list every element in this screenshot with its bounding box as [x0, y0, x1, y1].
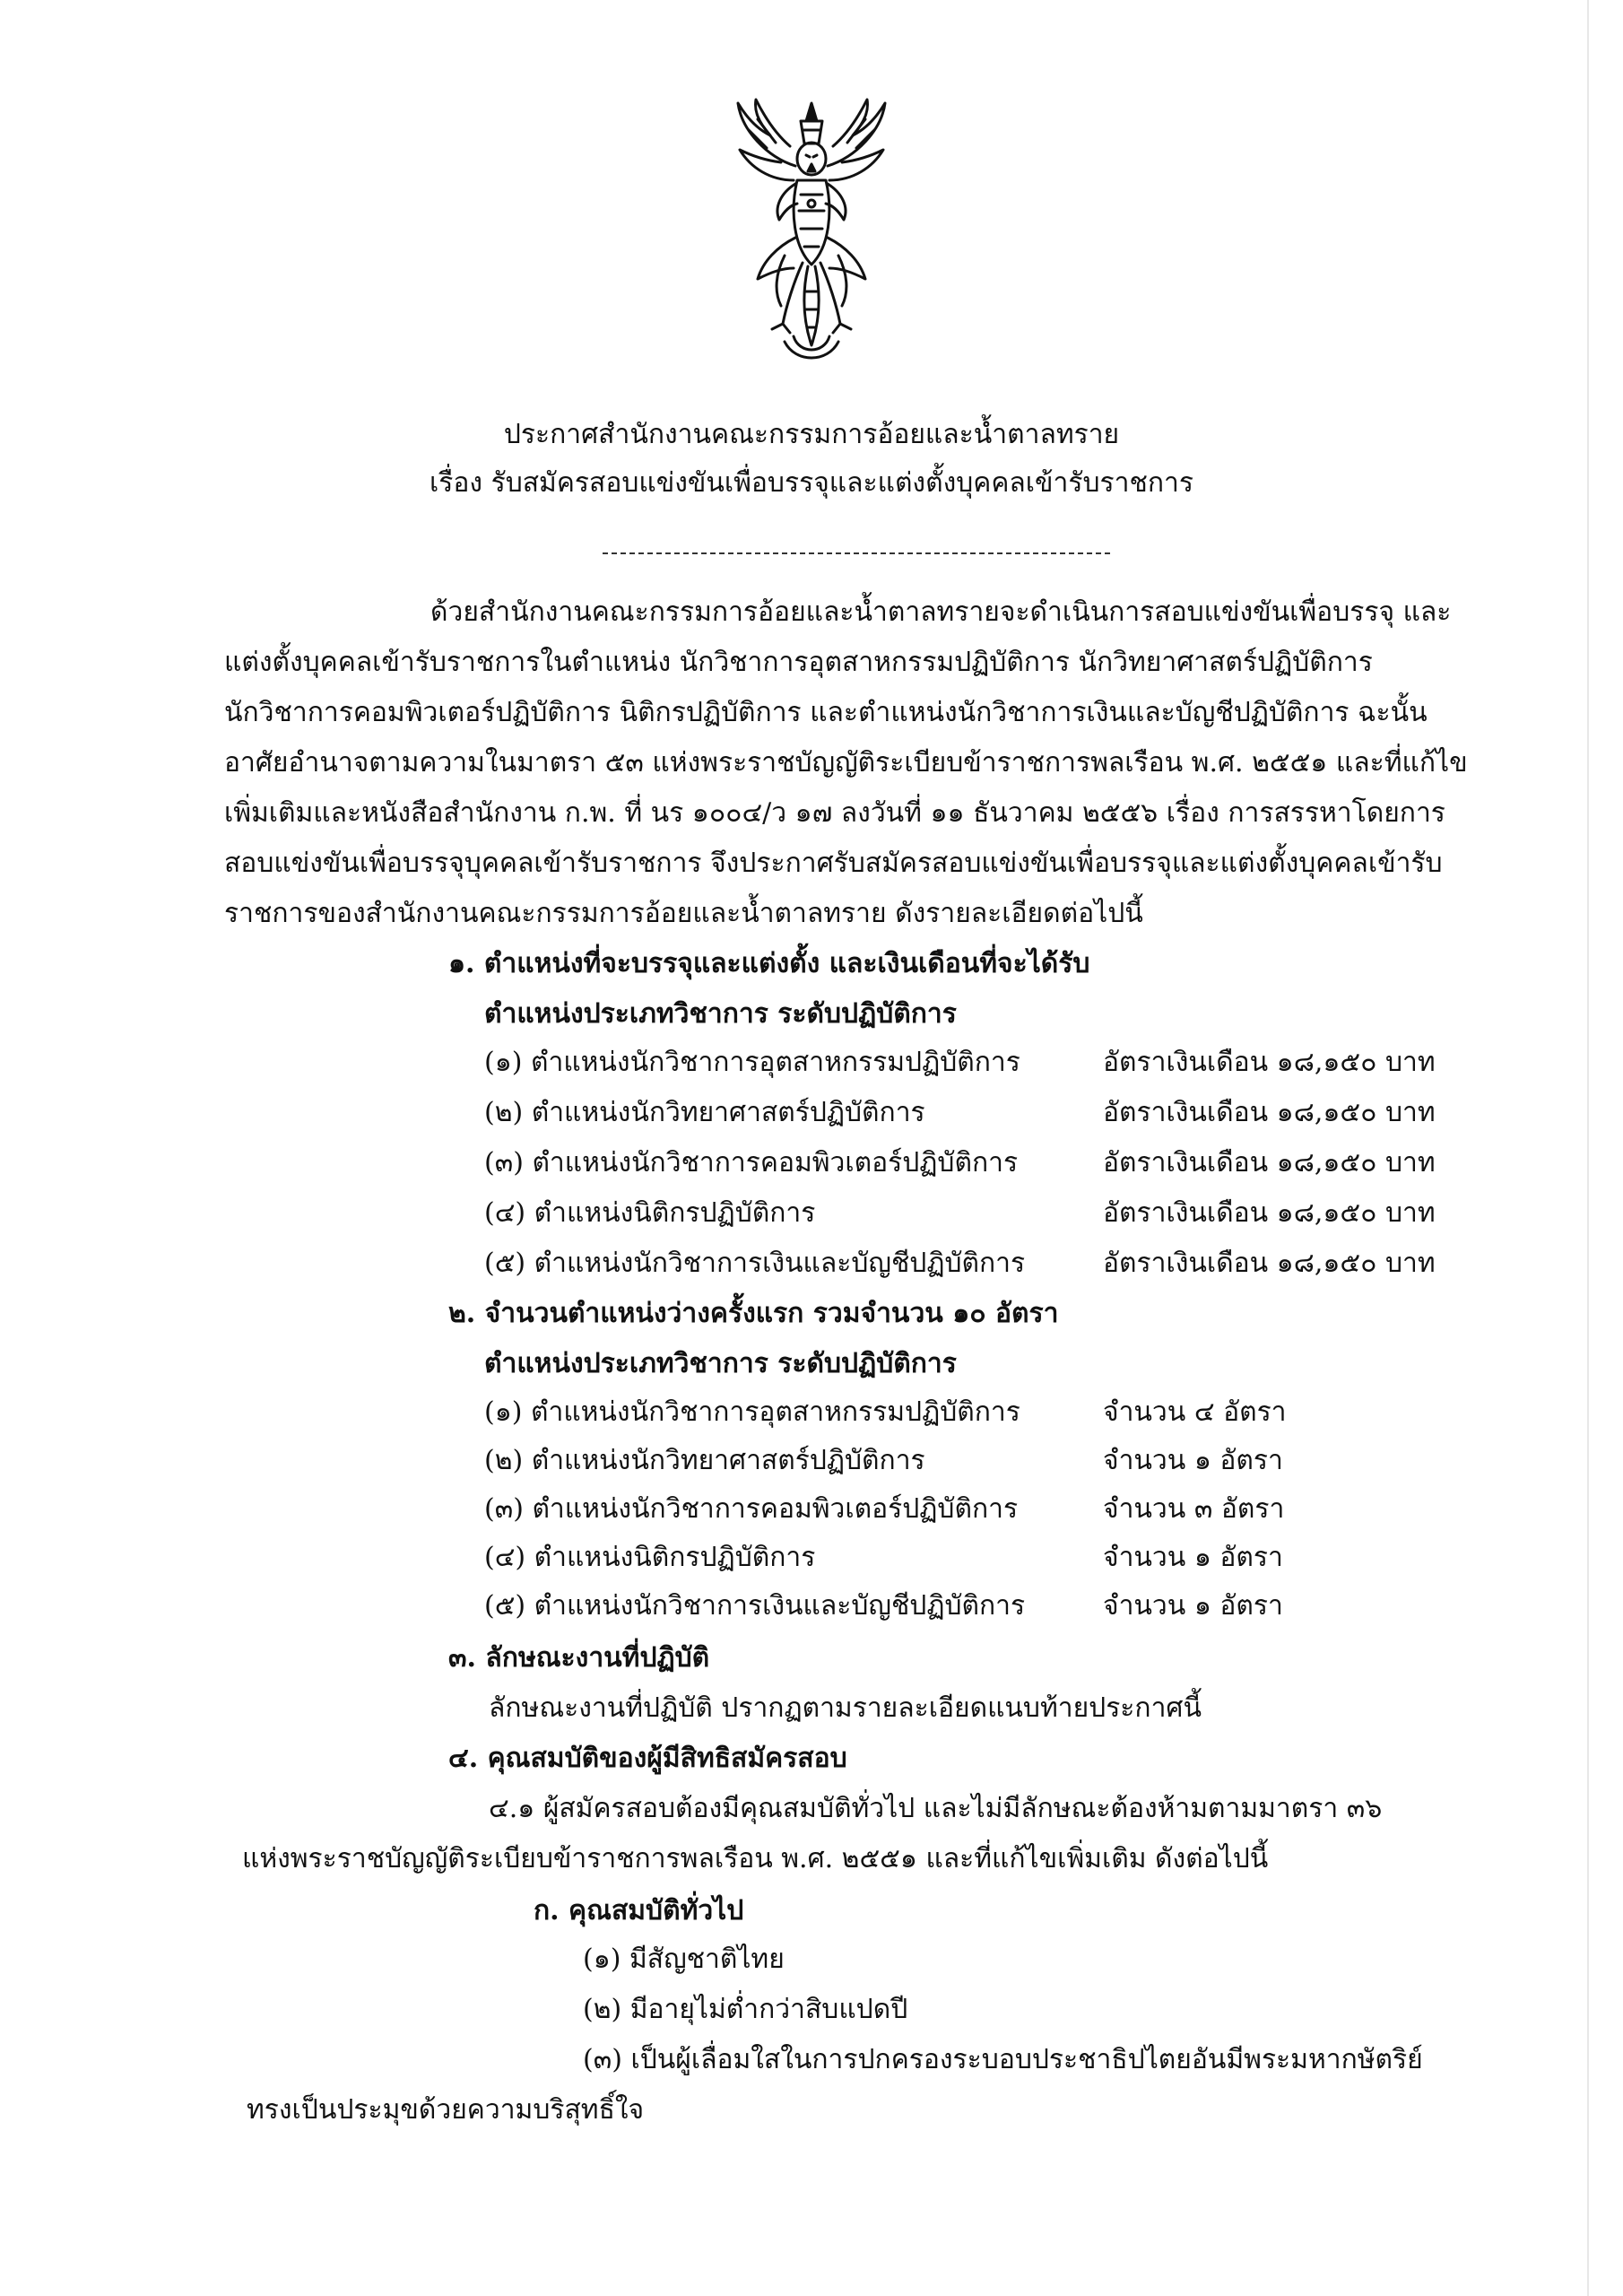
- intro-line: ราชการของสำนักงานคณะกรรมการอ้อยและน้ำตาลทราย ดังรายละเอียดต่อไปนี้: [224, 898, 1143, 929]
- section-1-heading: ๑. ตำแหน่งที่จะบรรจุและแต่งตั้ง และเงินเดือนที่จะได้รับ: [448, 948, 1090, 979]
- position-label: (๕) ตำแหน่งนักวิชาการเงินและบัญชีปฏิบัติการ: [484, 1590, 1026, 1622]
- intro-line: ด้วยสำนักงานคณะกรรมการอ้อยและน้ำตาลทรายจะดำเนินการสอบแข่งขันเพื่อบรรจุ และ: [430, 596, 1452, 628]
- qualification-continuation: ทรงเป็นประมุขด้วยความบริสุทธิ์ใจ: [247, 2094, 645, 2126]
- section-2-subheading: ตำแหน่งประเภทวิชาการ ระดับปฏิบัติการ: [484, 1348, 957, 1379]
- section-4-paragraph: ๔.๑ ผู้สมัครสอบต้องมีคุณสมบัติทั่วไป และไม่มีลักษณะต้องห้ามตามมาตรา ๓๖: [489, 1793, 1383, 1824]
- garuda-emblem-icon: [731, 94, 892, 372]
- vacancy-count: จำนวน ๑ อัตรา: [1103, 1445, 1283, 1476]
- position-label: (๓) ตำแหน่งนักวิชาการคอมพิวเตอร์ปฏิบัติการ: [484, 1147, 1019, 1178]
- section-1-subheading: ตำแหน่งประเภทวิชาการ ระดับปฏิบัติการ: [484, 998, 957, 1030]
- section-3-body: ลักษณะงานที่ปฏิบัติ ปรากฏตามรายละเอียดแนบท้ายประกาศนี้: [489, 1692, 1202, 1724]
- position-label: (๒) ตำแหน่งนักวิทยาศาสตร์ปฏิบัติการ: [484, 1445, 925, 1476]
- vacancy-count: จำนวน ๔ อัตรา: [1103, 1396, 1287, 1428]
- intro-line: นักวิชาการคอมพิวเตอร์ปฏิบัติการ นิติกรปฏิบัติการ และตำแหน่งนักวิชาการเงินและบัญชีปฏิบัติการ ฉะนั้น: [224, 697, 1428, 728]
- qualification-item: (๑) มีสัญชาติไทย: [583, 1944, 785, 1975]
- position-label: (๔) ตำแหน่งนิติกรปฏิบัติการ: [484, 1197, 816, 1229]
- vacancy-count: จำนวน ๑ อัตรา: [1103, 1590, 1283, 1622]
- announcement-title: ประกาศสำนักงานคณะกรรมการอ้อยและน้ำตาลทราย: [503, 419, 1120, 450]
- announcement-subject: เรื่อง รับสมัครสอบแข่งขันเพื่อบรรจุและแต่งตั้งบุคคลเข้ารับราชการ: [430, 467, 1193, 499]
- intro-line: แต่งตั้งบุคคลเข้ารับราชการในตำแหน่ง นักวิชาการอุตสาหกรรมปฏิบัติการ นักวิทยาศาสตร์ปฏิบัติการ: [224, 647, 1373, 678]
- section-3-heading: ๓. ลักษณะงานที่ปฏิบัติ: [448, 1642, 710, 1674]
- position-label: (๓) ตำแหน่งนักวิชาการคอมพิวเตอร์ปฏิบัติการ: [484, 1493, 1019, 1525]
- section-4-paragraph: แห่งพระราชบัญญัติระเบียบข้าราชการพลเรือน พ.ศ. ๒๕๕๑ และที่แก้ไขเพิ่มเติม ดังต่อไปนี้: [242, 1843, 1269, 1874]
- salary-value: อัตราเงินเดือน ๑๘,๑๕๐ บาท: [1103, 1147, 1436, 1178]
- position-label: (๕) ตำแหน่งนักวิชาการเงินและบัญชีปฏิบัติการ: [484, 1248, 1026, 1279]
- intro-line: อาศัยอำนาจตามความในมาตรา ๕๓ แห่งพระราชบัญญัติระเบียบข้าราชการพลเรือน พ.ศ. ๒๕๕๑ และที่แก้ไข: [224, 747, 1468, 778]
- intro-line: เพิ่มเติมและหนังสือสำนักงาน ก.พ. ที่ นร ๑๐๐๔/ว ๑๗ ลงวันที่ ๑๑ ธันวาคม ๒๕๕๖ เรื่อง การสรรหาโดยการ: [224, 797, 1445, 829]
- section-2-heading: ๒. จำนวนตำแหน่งว่างครั้งแรก รวมจำนวน ๑๐ อัตรา: [448, 1298, 1059, 1329]
- position-label: (๔) ตำแหน่งนิติกรปฏิบัติการ: [484, 1542, 816, 1573]
- position-label: (๒) ตำแหน่งนักวิทยาศาสตร์ปฏิบัติการ: [484, 1097, 925, 1128]
- header-divider: [603, 552, 1110, 554]
- qualification-item: (๓) เป็นผู้เลื่อมใสในการปกครองระบอบประชาธิปไตยอันมีพระมหากษัตริย์: [583, 2044, 1423, 2075]
- salary-value: อัตราเงินเดือน ๑๘,๑๕๐ บาท: [1103, 1197, 1436, 1229]
- section-4-heading: ๔. คุณสมบัติของผู้มีสิทธิสมัครสอบ: [448, 1743, 847, 1774]
- qualification-subheading: ก. คุณสมบัติทั่วไป: [534, 1895, 744, 1926]
- salary-value: อัตราเงินเดือน ๑๘,๑๕๐ บาท: [1103, 1248, 1436, 1279]
- position-label: (๑) ตำแหน่งนักวิชาการอุตสาหกรรมปฏิบัติการ: [484, 1047, 1020, 1078]
- intro-line: สอบแข่งขันเพื่อบรรจุบุคคลเข้ารับราชการ จึงประกาศรับสมัครสอบแข่งขันเพื่อบรรจุและแต่งตั้งบุคคลเข้ารับ: [224, 848, 1443, 879]
- scan-edge: [1587, 0, 1589, 2296]
- qualification-item: (๒) มีอายุไม่ต่ำกว่าสิบแปดปี: [583, 1994, 908, 2025]
- salary-value: อัตราเงินเดือน ๑๘,๑๕๐ บาท: [1103, 1047, 1436, 1078]
- vacancy-count: จำนวน ๓ อัตรา: [1103, 1493, 1285, 1525]
- position-label: (๑) ตำแหน่งนักวิชาการอุตสาหกรรมปฏิบัติการ: [484, 1396, 1020, 1428]
- vacancy-count: จำนวน ๑ อัตรา: [1103, 1542, 1283, 1573]
- salary-value: อัตราเงินเดือน ๑๘,๑๕๐ บาท: [1103, 1097, 1436, 1128]
